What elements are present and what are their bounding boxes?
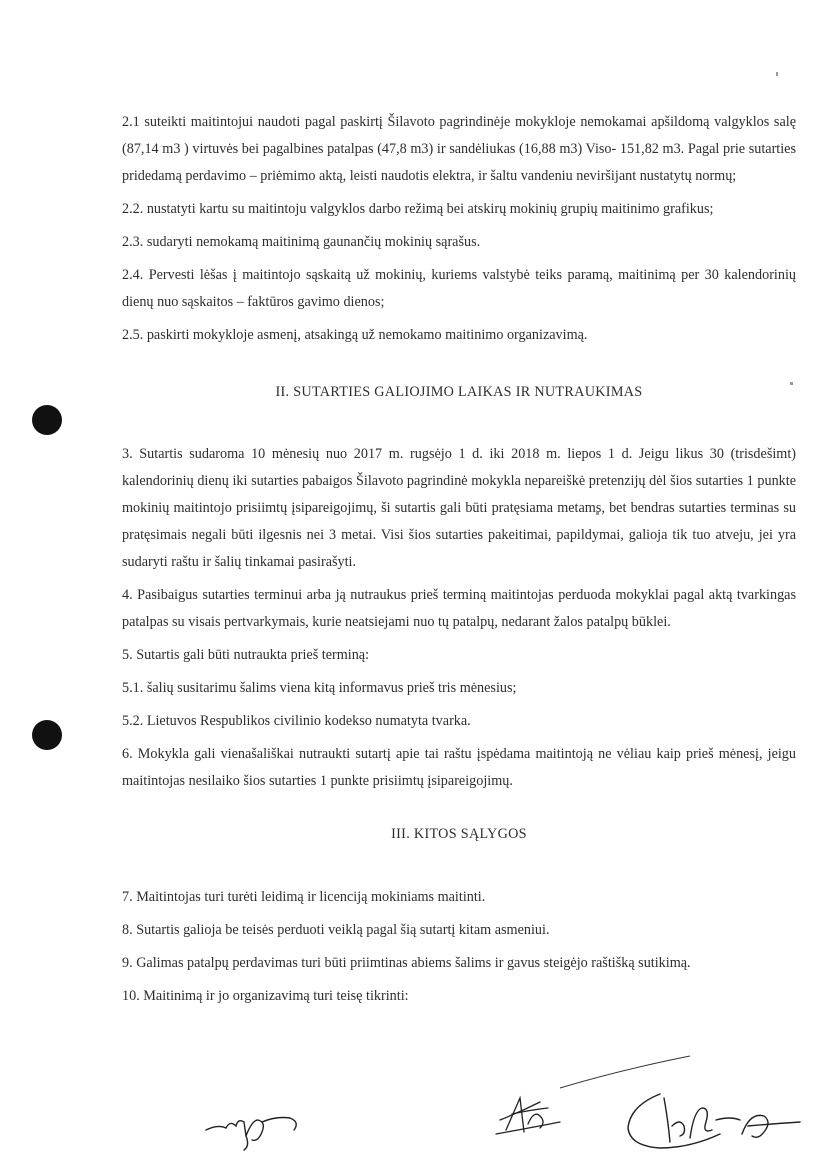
punch-hole-bottom [32, 720, 62, 750]
clause-8: 8. Sutartis galioja be teisės perduoti veiklą pagal šią sutartį kitam asmeniui. [122, 922, 550, 938]
clause-2-4: 2.4. Pervesti lėšas į maitintojo sąskaitą už mokinių, kuriems valstybė teiks paramą, maitinimą per 30 kalendorinių dienų nuo sąskaitos – faktūros gavimo dienos; [122, 267, 796, 310]
scan-speck [776, 72, 778, 76]
signature-middle [496, 1098, 560, 1134]
clause-5-2: 5.2. Lietuvos Respublikos civilinio kodekso numatyta tvarka. [122, 713, 471, 729]
clause-5: 5. Sutartis gali būti nutraukta prieš terminą: [122, 647, 370, 663]
signature-right [628, 1094, 800, 1148]
clause-2-1: 2.1 suteikti maitintojui naudoti pagal paskirtį Šilavoto pagrindinėje mokykloje nemokamai apšildomą valgyklos salę (87,14 m3 ) virtuvės bei pagalbines patalpas (47,8 m3) ir sandėliukas (16,88 m3) Viso- 151,82 m3. Pagal prie sutarties pridedamą perdavimo – priėmimo aktą, leisti naudotis elektra, ir šaltu vandeniu neviršijant nustatytų normų; [122, 114, 796, 184]
clause-6: 6. Mokykla gali vienašališkai nutraukti sutartį apie tai raštu įspėdama maitintoją ne vėliau kaip prieš mėnesį, jeigu maitintojas nesilaiko šios sutarties 1 punkte prisiimtų įsipareigojimų. [122, 746, 796, 789]
clause-10: 10. Maitinimą ir jo organizavimą turi teisę tikrinti: [122, 988, 409, 1004]
section-2-heading: II. SUTARTIES GALIOJIMO LAIKAS IR NUTRAUKIMAS [275, 384, 643, 400]
clause-2-2: 2.2. nustatyti kartu su maitintoju valgyklos darbo režimą bei atskirų mokinių grupių maitinimo grafikus; [122, 201, 714, 217]
clause-2-5: 2.5. paskirti mokykloje asmenį, atsakingą už nemokamo maitinimo organizavimą. [122, 327, 588, 343]
section-3-heading: III. KITOS SĄLYGOS [391, 826, 527, 842]
signature-left [206, 1118, 296, 1151]
clause-2-3: 2.3. sudaryti nemokamą maitinimą gaunančių mokinių sąrašus. [122, 234, 481, 250]
signature-area [0, 1050, 822, 1157]
clause-7: 7. Maitintojas turi turėti leidimą ir licenciją mokiniams maitinti. [122, 889, 486, 905]
punch-hole-top [32, 405, 62, 435]
clause-5-1: 5.1. šalių susitarimu šalims viena kitą informavus prieš tris mėnesius; [122, 680, 517, 696]
clause-4: 4. Pasibaigus sutarties terminui arba ją nutraukus prieš terminą maitintojas perduoda mokyklai pagal aktą tvarkingas patalpas su visais pertvarkymais, kurie neatsiejami nuo tų patalpų, nedarant žalos patalpų būklei. [122, 587, 796, 630]
document-body [122, 109, 796, 1016]
signatures-svg [0, 1050, 822, 1157]
clause-9: 9. Galimas patalpų perdavimas turi būti priimtinas abiems šalims ir gavus steigėjo raštišką sutikimą. [122, 955, 691, 971]
signature-flourish [560, 1056, 690, 1088]
clause-3: 3. Sutartis sudaroma 10 mėnesių nuo 2017 m. rugsėjo 1 d. iki 2018 m. liepos 1 d. Jeigu likus 30 (trisdešimt) kalendorinių dienų iki sutarties pabaigos Šilavoto pagrindinė mokykla nepareiškė pretenzijų dėl šios sutarties 1 punkte mokinių maitintojo prisiimtų įsipareigojimų, ši sutartis gali būti pratęsiama metams, bet bendras sutarties terminas su pratęsimais negali būti ilgesnis nei 3 metai. Visi šios sutarties pakeitimai, papildymai, galioja tik tuo atveju, jei yra sudaryti raštu ir šalių tinkamai pasirašyti. [122, 446, 796, 570]
